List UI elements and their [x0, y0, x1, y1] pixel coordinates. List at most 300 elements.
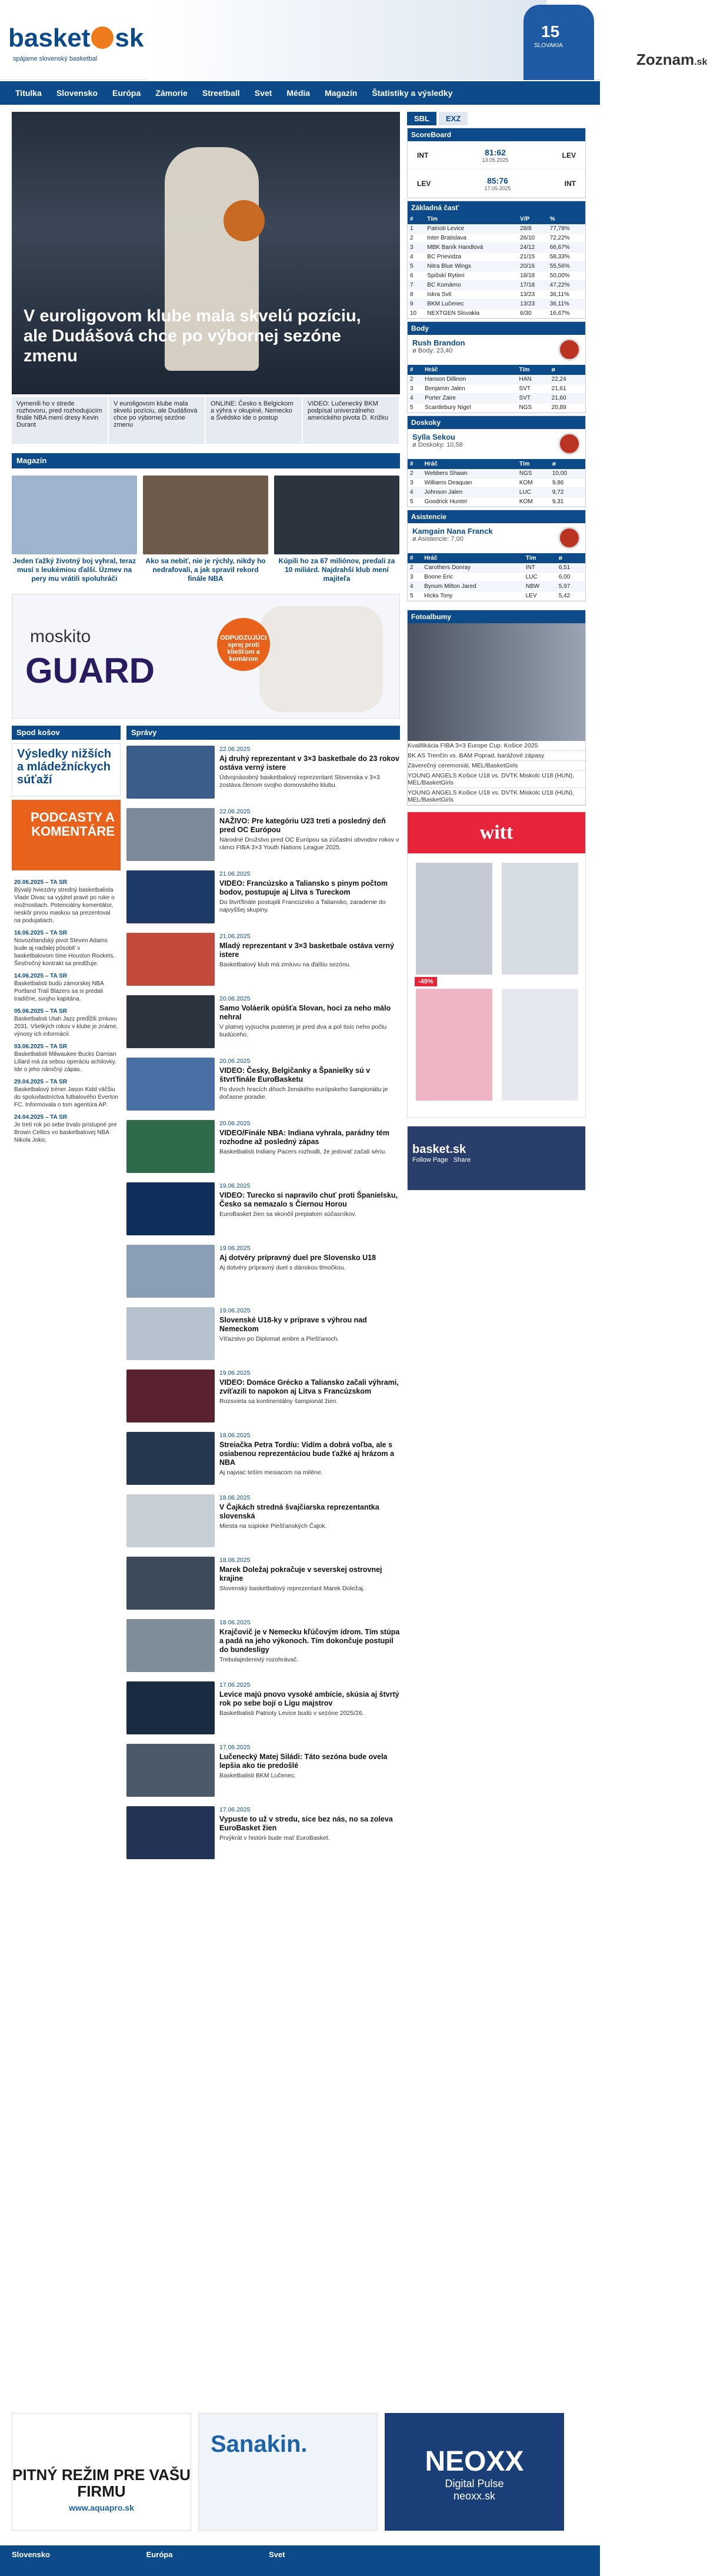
footer-link[interactable]: Európa	[146, 2550, 173, 2559]
fotoalbum-image[interactable]	[408, 623, 585, 741]
leader-value: ø Body: 23,40	[412, 347, 453, 354]
table-cell: 13/23	[518, 290, 548, 300]
header-banner[interactable]	[147, 0, 707, 80]
ad-sanakin[interactable]	[198, 2413, 378, 2531]
news-title[interactable]: Streiačka Petra Tordíu: Vidím a dobrá voľba, ale s osiabenou reprezentáciou bude ťažké aj hrázom a NBA	[219, 1441, 395, 1467]
news-excerpt: EuroBasket žien sa skončil prepiatom súčasníkov.	[219, 1211, 356, 1218]
short-news-text[interactable]: Basketbalisti budú zámorskej NBA Portland Trail Blazers sa si predali tradične, svojho kapitána.	[14, 980, 104, 1002]
news-thumbnail[interactable]	[126, 1432, 215, 1485]
news-excerpt: Basketbalisti BKM Lučenec.	[219, 1772, 296, 1779]
aquapro-text: PITNÝ REŽIM PRE VAŠU FIRMU	[12, 2466, 191, 2500]
news-title[interactable]: VIDEO: Domáce Grécko a Taliansko začali výhrami, zvíťazili to napokon aj Litva s Francúzskom	[219, 1378, 399, 1395]
news-item[interactable]	[126, 746, 400, 802]
news-title[interactable]: Samo Voláerik opúšťa Slovan, hoci za neho málo nehral	[219, 1004, 391, 1021]
table-header: Hráč	[422, 365, 516, 375]
news-date: 18.06.2025	[219, 1432, 251, 1439]
spravy-column	[126, 726, 400, 1863]
ad-badge: ODPUDZUJÚCI sprej proti kliešťom a komárom	[217, 618, 270, 671]
table-cell: 36,11%	[548, 300, 585, 309]
table-row[interactable]	[408, 252, 585, 262]
facebook-follow-button[interactable]: Follow Page	[412, 1156, 448, 1164]
table-cell: 5	[408, 403, 422, 413]
witt-product-image	[416, 863, 492, 975]
table-cell[interactable]: BKM Lučenec	[425, 300, 518, 309]
magazin-item[interactable]	[12, 476, 137, 583]
nav-zamorie[interactable]: Zámorie	[155, 88, 188, 98]
ad-brand-a: moskito	[30, 627, 91, 646]
table-row[interactable]	[408, 497, 585, 507]
table-cell[interactable]: Boone Eric	[422, 573, 523, 582]
table-header: ø	[556, 553, 585, 563]
news-title[interactable]: Aj dotvéry prípravný duel pre Slovensko U18	[219, 1254, 376, 1262]
facebook-page-name[interactable]: basket.sk	[412, 1143, 466, 1156]
news-title[interactable]: Mladý reprezentant v 3×3 basketbale ostáva verný istere	[219, 942, 395, 959]
away-team: LEV	[562, 151, 576, 159]
news-text-block	[219, 1245, 376, 1301]
news-item[interactable]	[126, 1619, 400, 1676]
table-cell[interactable]: Goodrick Hunter	[422, 497, 517, 507]
standings-table	[408, 214, 585, 318]
magazin-item-title[interactable]: Ako sa nebiť, nie je rýchly, nikdy ho nedrafovali, a jak spravil rekord finále NBA	[145, 557, 266, 583]
news-date: 17.06.2025	[219, 1806, 251, 1813]
ad-brand-b: GUARD	[25, 651, 155, 690]
news-text-block	[219, 933, 400, 989]
news-excerpt: Slovenský basketbalový reprezentant Marek Doležaj.	[219, 1585, 365, 1592]
table-cell: 4	[408, 488, 422, 497]
table-row[interactable]	[408, 243, 585, 252]
news-text-block	[219, 1120, 400, 1176]
news-item[interactable]	[126, 933, 400, 989]
table-header: #	[408, 214, 425, 224]
table-cell[interactable]: Johnson Jalen	[422, 488, 517, 497]
table-row[interactable]	[408, 469, 585, 478]
short-news-text[interactable]: Je tretí rok po sebe trvalo prístupné pre Brown Celtics vo basketbalovej NBA Nikola Jokic.	[14, 1122, 117, 1144]
table-row[interactable]	[408, 384, 585, 394]
news-item[interactable]	[126, 1307, 400, 1364]
news-excerpt: Basketbalisti Indiany Pacers rozhodli, že jedovať začali sériu.	[219, 1148, 387, 1155]
magazin-item-title[interactable]: Jeden ťažký životný boj vyhral, teraz musí s leukémiou ďalší. Úzmev na pery mu vrátili spoluhráči	[12, 557, 136, 583]
nav-magazin[interactable]: Magazín	[325, 88, 358, 98]
table-row[interactable]	[408, 271, 585, 281]
facebook-share-button[interactable]: Share	[453, 1156, 471, 1164]
away-team: INT	[564, 179, 576, 188]
news-thumbnail[interactable]	[126, 933, 215, 986]
table-row[interactable]	[408, 262, 585, 271]
news-thumbnail[interactable]	[126, 1681, 215, 1734]
news-item[interactable]	[126, 1120, 400, 1176]
site-logo[interactable]	[8, 24, 144, 53]
fotoalbum-caption[interactable]: YOUNG ANGELS Košice U18 vs. DVTK Miskolc U18 (HUN), MEL/BasketGirls	[408, 771, 585, 788]
ad-moskito[interactable]	[12, 594, 400, 719]
table-cell: 22,24	[549, 375, 585, 384]
news-text-block	[219, 1370, 400, 1426]
table-row[interactable]	[408, 488, 585, 497]
aquapro-url: www.aquapro.sk	[69, 2503, 134, 2512]
table-cell[interactable]: Bynum Milton Jared	[422, 582, 523, 591]
table-cell[interactable]: Nitra Blue Wings	[425, 262, 518, 271]
news-date: 19.06.2025	[219, 1307, 251, 1314]
table-header: ø	[549, 365, 585, 375]
table-cell: 5	[408, 262, 425, 271]
table-cell: SVT	[517, 394, 549, 403]
hero-ball-image	[224, 200, 265, 241]
partner-logo[interactable]	[636, 51, 707, 69]
short-news-text[interactable]: Basketbalový tréner Jason Kidd väčšiu do spoluvlastníctva futbalového Everton FC. Informovala o tom agentúra AP.	[14, 1086, 118, 1108]
news-date: 21.06.2025	[219, 870, 251, 877]
sidebar	[407, 112, 586, 1191]
table-cell: HAN	[517, 375, 549, 384]
main-content	[12, 112, 400, 2503]
news-title[interactable]: Slovenské U18-ky v príprave s výhrou nad Nemeckom	[219, 1316, 367, 1333]
news-title[interactable]: VIDEO: Turecko si napravilo chuť proti Španielsku, Česko sa nemazalo s Čiernou Horou	[219, 1191, 398, 1208]
ad-witt[interactable]	[407, 812, 586, 1118]
table-cell: 6,00	[556, 573, 585, 582]
news-thumbnail[interactable]	[126, 1370, 215, 1422]
table-cell: 16,67%	[548, 309, 585, 318]
news-item[interactable]	[126, 995, 400, 1052]
table-cell[interactable]: Patrioti Levice	[425, 224, 518, 234]
table-cell[interactable]: MBK Baník Handlová	[425, 243, 518, 252]
table-cell: 50,00%	[548, 271, 585, 281]
score-row[interactable]	[408, 141, 585, 169]
news-text-block	[219, 1744, 400, 1800]
table-cell[interactable]: Spišskí Rytieri	[425, 271, 518, 281]
bottom-ads	[12, 2413, 588, 2531]
news-date: 19.06.2025	[219, 1370, 251, 1377]
table-header: ø	[550, 459, 585, 469]
short-news-text[interactable]: Novozélandský pivot Steven Adams bude aj naďalej pôsobiť v basketbalovom tíme Houston Rockets. Šesťročný kontrakt sa predlžuje.	[14, 938, 115, 967]
asistencie-table	[408, 553, 585, 601]
ad-neoxx[interactable]	[385, 2413, 564, 2531]
table-cell: KOM	[517, 497, 550, 507]
news-excerpt: Národné Družstvo pred OC Európou sa zúčastní obvodov rokov v rámci FIBA 3×3 Youth Nations League 2025.	[219, 836, 399, 851]
short-news-date: 14.06.2025 – TA SR	[14, 973, 68, 979]
hero-title[interactable]: V euroligovom klube mala skvelú pozíciu, ale Dudášová chce po výbornej sezóne zmenu	[24, 307, 361, 365]
news-item[interactable]	[126, 1245, 400, 1301]
news-thumbnail[interactable]	[126, 1120, 215, 1173]
table-cell[interactable]: BC Komárno	[425, 281, 518, 290]
table-cell: 9,72	[550, 488, 585, 497]
news-thumbnail[interactable]	[126, 1245, 215, 1298]
leader-value: ø Asistencie: 7,00	[412, 536, 463, 543]
stat-leader[interactable]	[408, 335, 585, 365]
magazin-image	[143, 476, 268, 554]
news-date: 19.06.2025	[219, 1182, 251, 1189]
news-text-block	[219, 808, 400, 865]
short-news-date: 20.06.2025 – TA SR	[14, 879, 68, 886]
magazin-item-title[interactable]: Kúpili ho za 67 miliónov, predali za 10 miliárd. Najdrahší klub mení majiteľa	[278, 557, 395, 583]
score-result	[484, 176, 511, 191]
table-cell: 4	[408, 394, 422, 403]
body-heading: Body	[408, 322, 585, 335]
table-cell: 6,51	[556, 563, 585, 573]
spod-kosov-heading[interactable]: Spod košov	[12, 726, 121, 740]
doskoky-table	[408, 459, 585, 507]
news-excerpt: Aj dotvéry prípravný duel s dánskou tlmočkou.	[219, 1264, 346, 1271]
home-team: LEV	[417, 179, 431, 188]
table-cell[interactable]: Hanson Dillinon	[422, 375, 516, 384]
news-thumbnail[interactable]	[126, 1182, 215, 1235]
table-cell[interactable]: NEXTGEN Slovakia	[425, 309, 518, 318]
table-header: Tím	[517, 459, 550, 469]
table-cell: 4	[408, 582, 422, 591]
news-item[interactable]	[126, 1494, 400, 1551]
table-header: Tím	[517, 365, 549, 375]
news-title[interactable]: Aj druhý reprezentant v 3×3 basketbale do 23 rokov ostáva verný istere	[219, 754, 400, 772]
news-text-block	[219, 1058, 400, 1114]
news-title[interactable]: VIDEO/Finále NBA: Indiana vyhrala, parádny tém rozhodne až posledný zápas	[219, 1129, 389, 1146]
nav-streetball[interactable]: Streetball	[202, 88, 240, 98]
table-row[interactable]	[408, 300, 585, 309]
fotoalbum	[407, 610, 586, 806]
scoreboard-heading: ScoreBoard	[408, 128, 585, 141]
news-title[interactable]: Lučenecký Matej Siládi: Táto sezóna bude ovela lepšia ako tie predošlé	[219, 1753, 388, 1770]
league-tabs	[407, 112, 586, 125]
stat-asistencie	[407, 510, 586, 601]
table-cell: INT	[523, 563, 556, 573]
banner-jersey-text: SLOVAKIA	[534, 42, 563, 49]
banner-player	[523, 5, 594, 80]
table-cell: SVT	[517, 384, 549, 394]
news-excerpt: Basketbalový klub má zmluvu na ďalšiu sezónu.	[219, 961, 351, 968]
table-cell: 9	[408, 300, 425, 309]
short-news-text[interactable]: Basketbalisti Milwaukee Bucks Damian Lillard má za sebou operáciu achilovky. Ide o jeho náročný zápas.	[14, 1051, 116, 1073]
nav-media[interactable]: Média	[286, 88, 311, 98]
scoreboard	[407, 128, 586, 198]
news-thumbnail[interactable]	[126, 1744, 215, 1797]
witt-sale-badge: -49%	[415, 977, 437, 986]
table-cell: 4	[408, 252, 425, 262]
tab-exz[interactable]: EXZ	[439, 112, 468, 125]
stat-leader[interactable]	[408, 523, 585, 553]
table-cell[interactable]: Porter Zaire	[422, 394, 516, 403]
table-row[interactable]	[408, 582, 585, 591]
news-thumbnail[interactable]	[126, 1307, 215, 1360]
table-cell: 24/12	[518, 243, 548, 252]
table-cell: LUC	[523, 573, 556, 582]
partner-name: Zoznam	[636, 51, 695, 68]
news-thumbnail[interactable]	[126, 1494, 215, 1547]
news-excerpt: V platnej vyjsucha pustenej je pred dva a pol tisíc neho počtu budúceho.	[219, 1023, 387, 1038]
table-cell: 3	[408, 384, 422, 394]
news-item[interactable]	[126, 1681, 400, 1738]
news-title[interactable]: V Čajkách stredná švajčiarska reprezentantka slovenská	[219, 1503, 379, 1520]
teaser-item[interactable]: ONLINE: Česko s Belgickom a výhra v okupiné, Nemecko a Švédsko ide o postup	[206, 397, 302, 444]
news-excerpt: Basketbalisti Patrioty Levice budú v sezóne 2025/26.	[219, 1710, 364, 1717]
magazin-image	[12, 476, 137, 554]
table-cell: LEV	[523, 591, 556, 601]
nav-slovensko[interactable]: Slovensko	[56, 88, 98, 98]
table-row[interactable]	[408, 573, 585, 582]
team-crest-icon	[558, 433, 581, 455]
news-thumbnail[interactable]	[126, 1806, 215, 1859]
news-thumbnail[interactable]	[126, 1619, 215, 1672]
magazin-image	[274, 476, 399, 554]
news-thumbnail[interactable]	[126, 995, 215, 1048]
footer-link[interactable]: Svet	[269, 2550, 285, 2559]
table-row[interactable]	[408, 290, 585, 300]
table-cell[interactable]: Iskra Svit	[425, 290, 518, 300]
table-cell: 8	[408, 290, 425, 300]
news-text-block	[219, 1494, 400, 1551]
table-cell: 6/30	[518, 309, 548, 318]
table-cell[interactable]: Carothers Donray	[422, 563, 523, 573]
table-cell[interactable]: Webbers Shawn	[422, 469, 517, 478]
news-excerpt: Víťazstvo po Diplomat ambre a Piešťanoch.	[219, 1335, 339, 1342]
news-item[interactable]	[126, 1182, 400, 1239]
short-news-text[interactable]: Basketbalisti Utah Jazz predĺžili zmluvu 2031. Všetkých rokov v klube je známe, výnosy ich informácií.	[14, 1016, 118, 1038]
short-news-date: 03.06.2025 – TA SR	[14, 1043, 68, 1050]
body-table	[408, 365, 585, 413]
table-cell: 47,22%	[548, 281, 585, 290]
table-header: Hráč	[422, 459, 517, 469]
witt-product-image	[416, 989, 492, 1101]
fotoalbum-caption[interactable]: BK AS Trenčín vs. BAM Poprad, barážové zápasy	[408, 751, 585, 761]
news-thumbnail[interactable]	[126, 1058, 215, 1111]
teaser-item[interactable]: V euroligovom klube mala skvelú pozíciu, ale Dudášová chce po výbornej sezóne zmenu	[109, 397, 205, 444]
magazin-list	[12, 476, 400, 583]
score-date: 13.05.2025	[482, 157, 509, 163]
news-item[interactable]	[126, 1370, 400, 1426]
news-thumbnail[interactable]	[126, 746, 215, 799]
table-cell: 1	[408, 224, 425, 234]
footer-link[interactable]: Slovensko	[12, 2550, 51, 2559]
stat-body	[407, 321, 586, 413]
table-cell: 20,89	[549, 403, 585, 413]
table-cell[interactable]: Benjamin Jalen	[422, 384, 516, 394]
table-cell[interactable]: Williams Deaquan	[422, 478, 517, 488]
news-text-block	[219, 1182, 400, 1239]
leader-name[interactable]: Rush Brandon	[412, 338, 465, 347]
table-header: Tím	[425, 214, 518, 224]
stat-leader[interactable]	[408, 429, 585, 459]
score-row[interactable]	[408, 169, 585, 198]
table-row[interactable]	[408, 478, 585, 488]
fotoalbum-caption[interactable]: YOUNG ANGELS Košice U18 vs. DVTK Miskolc U18 (HUN), MEL/BasketGirls	[408, 788, 585, 805]
table-header: #	[408, 553, 422, 563]
magazin-heading[interactable]: Magazín	[12, 453, 400, 468]
news-item[interactable]	[126, 1744, 400, 1800]
fotoalbum-caption[interactable]: Záverečný ceremoniál, MEL/BasketGirls	[408, 761, 585, 771]
table-cell: 10,00	[550, 469, 585, 478]
short-news-date: 05.06.2025 – TA SR	[14, 1008, 68, 1015]
news-thumbnail[interactable]	[126, 808, 215, 861]
news-item[interactable]	[126, 1432, 400, 1488]
score-value: 85:76	[487, 175, 508, 185]
news-title[interactable]: VIDEO: Česky, Belgičanky a Španielky sú v štvrťfinále EuroBasketu	[219, 1066, 371, 1083]
table-cell: 77,78%	[548, 224, 585, 234]
news-thumbnail[interactable]	[126, 870, 215, 923]
table-row[interactable]	[408, 375, 585, 384]
podcasty-banner[interactable]: PODCASTY A KOMENTÁRE	[12, 800, 121, 870]
table-row[interactable]	[408, 403, 585, 413]
table-cell: NGS	[517, 469, 550, 478]
teaser-item[interactable]: Vymenili ho v strede rozhovoru, pred rozhodujúcim finále NBA mení dresy Kevin Durant	[12, 397, 108, 444]
nav-statistiky[interactable]: Štatistiky a výsledky	[372, 88, 453, 98]
table-cell: 21,61	[549, 384, 585, 394]
facebook-widget[interactable]	[407, 1126, 586, 1191]
news-excerpt: Prvýkrát v histórii bude mať EuroBasket.	[219, 1834, 330, 1842]
table-cell[interactable]: Scantlebury Nigel	[422, 403, 516, 413]
short-news-date: 29.04.2025 – TA SR	[14, 1079, 68, 1085]
table-header: V/P	[518, 214, 548, 224]
sanakin-logo: Sanakin.	[211, 2431, 308, 2457]
table-cell[interactable]: BC Prievidza	[425, 252, 518, 262]
news-thumbnail[interactable]	[126, 1557, 215, 1610]
magazin-item[interactable]	[143, 476, 268, 583]
news-excerpt: Miesta na súpiske Piešťanských Čajok.	[219, 1523, 327, 1530]
news-title[interactable]: Levice majú pnovo vysoké ambície, skúsia aj štvrtý rok po sebe bojí o Ligu majstrov	[219, 1690, 399, 1707]
nav-svet[interactable]: Svet	[254, 88, 272, 98]
teaser-item[interactable]: VIDEO: Lučenecký BKM podpísal univerzálneho amerického pivota D. Križku	[303, 397, 399, 444]
table-cell: 5	[408, 591, 422, 601]
table-cell: 18/18	[518, 271, 548, 281]
magazin-item[interactable]	[274, 476, 399, 583]
news-item[interactable]	[126, 870, 400, 927]
spravy-heading[interactable]: Správy	[126, 726, 400, 740]
table-cell[interactable]: Inter Bratislava	[425, 234, 518, 243]
nav-titulka[interactable]: Titulka	[15, 88, 42, 98]
table-row[interactable]	[408, 281, 585, 290]
tab-sbl[interactable]: SBL	[407, 112, 436, 125]
news-date: 20.06.2025	[219, 995, 251, 1002]
doskoky-heading: Doskoky	[408, 416, 585, 429]
news-item[interactable]	[126, 1557, 400, 1613]
fotoalbum-caption[interactable]: Kvalifikácia FIBA 3×3 Europe Cup. Košice 2025	[408, 741, 585, 751]
news-columns	[12, 726, 400, 2503]
news-text-block	[219, 1619, 400, 1676]
hero-article[interactable]	[12, 112, 400, 394]
news-item[interactable]	[126, 1806, 400, 1863]
table-row[interactable]	[408, 224, 585, 234]
table-cell: 2	[408, 234, 425, 243]
table-row[interactable]	[408, 563, 585, 573]
table-row[interactable]	[408, 309, 585, 318]
table-header: Tím	[523, 553, 556, 563]
table-row[interactable]	[408, 234, 585, 243]
spravy-list	[126, 746, 400, 1863]
table-header: %	[548, 214, 585, 224]
table-cell[interactable]: Hicks Tony	[422, 591, 523, 601]
news-date: 17.06.2025	[219, 1744, 251, 1751]
table-header: #	[408, 365, 422, 375]
table-cell: 2	[408, 469, 422, 478]
footer	[0, 2545, 600, 2576]
news-title[interactable]: VIDEO: Francúzsko a Taliansko s pinym počtom bodov, postupuje aj Litva s Tureckom	[219, 879, 388, 896]
nav-europa[interactable]: Európa	[112, 88, 141, 98]
leader-name[interactable]: Kamgain Nana Franck	[412, 527, 493, 536]
vysledky-banner[interactable]: Výsledky nižších a mládežníckych súťaží	[12, 743, 121, 796]
table-cell: 3	[408, 243, 425, 252]
news-text-block	[219, 746, 400, 802]
news-date: 18.06.2025	[219, 1557, 251, 1564]
short-news-text[interactable]: Bývalý hviezdny stredný basketbalista Vlade Divac sa vyjdrel pravé po ruke o možnostiach. Potenciálny komentátor, neskôr prvou maskou sa prezentoval na podujatiach.	[14, 887, 115, 924]
table-row[interactable]	[408, 591, 585, 601]
news-title[interactable]: Vypuste to už v stredu, sice bez nás, no sa zoleva EuroBasket žien	[219, 1815, 393, 1832]
news-date: 22.06.2025	[219, 746, 251, 753]
fotoalbum-heading[interactable]: Fotoalbumy	[408, 610, 585, 623]
news-title[interactable]: Marek Doležaj pokračuje v severskej ostrovnej krajine	[219, 1565, 382, 1583]
news-title[interactable]: Krajčovič je v Nemecku kľúčovým ídrom. Tím stúpa a padá na jeho výkonoch. Tím dokončuje postupil do bundesligy	[219, 1628, 400, 1654]
leader-name[interactable]: Sylla Sekou	[412, 433, 455, 441]
table-header: Hráč	[422, 553, 523, 563]
news-item[interactable]	[126, 1058, 400, 1114]
ad-aquapro[interactable]	[12, 2413, 191, 2531]
news-title[interactable]: NAŽIVO: Pre kategóriu U23 treti a posledný deň pred OC Európou	[219, 817, 386, 834]
table-row[interactable]	[408, 394, 585, 403]
news-item[interactable]	[126, 808, 400, 865]
stat-doskoky	[407, 416, 586, 507]
